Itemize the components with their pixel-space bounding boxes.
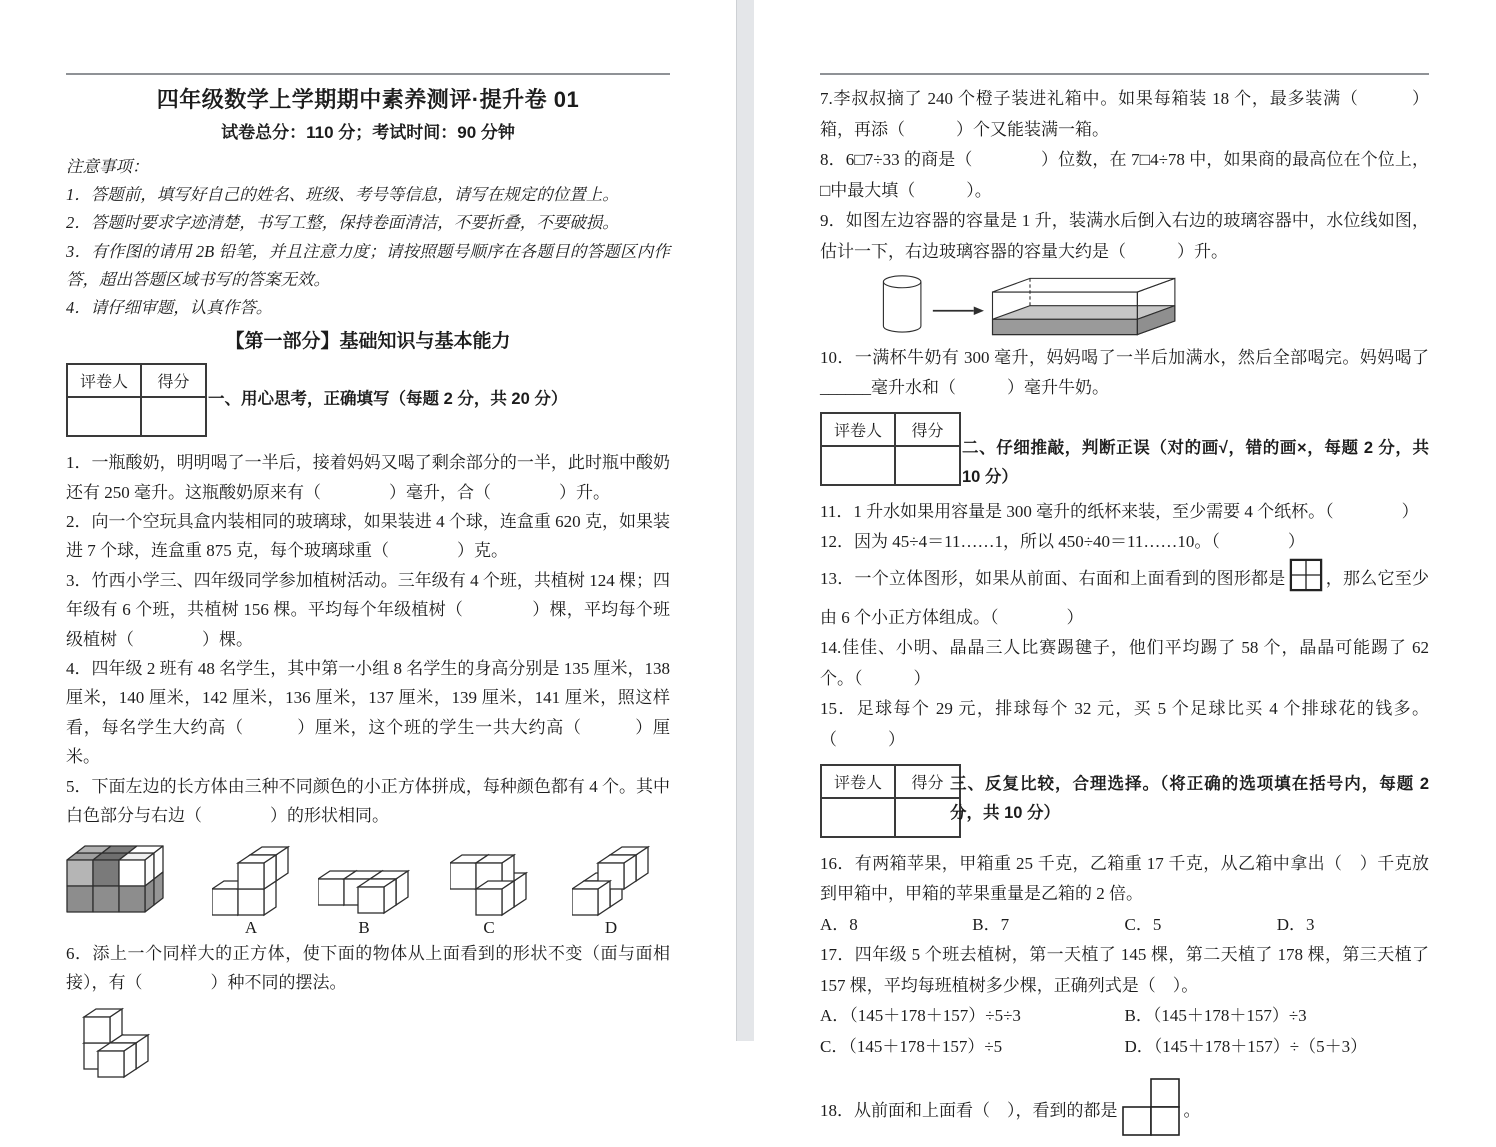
grader-reviewer-header: 评卷人 bbox=[821, 765, 895, 798]
grader-reviewer-cell bbox=[821, 798, 895, 837]
question-12: 12．因为 45÷4＝11……1，所以 450÷40＝11……10。（ ） bbox=[820, 532, 1305, 552]
question5-figure-row bbox=[66, 837, 670, 937]
cubes-a-icon bbox=[212, 845, 290, 917]
question-11: 11．1 升水如果用容量是 300 毫升的纸杯来装，至少需要 4 个纸杯。（ ） bbox=[820, 501, 1419, 521]
question6-figure bbox=[72, 1007, 670, 1083]
grader-reviewer-header: 评卷人 bbox=[67, 364, 141, 397]
grader-table bbox=[66, 363, 207, 437]
option-figure-b bbox=[318, 869, 410, 937]
grid-2x2-figure bbox=[1289, 558, 1323, 603]
question-17: 17．四年级 5 个班去植树，第一天植了 145 棵，第二天植了 178 棵，第三天植了 157 棵，平均每班植树多少棵，正确列式是（ ）。 bbox=[820, 945, 1429, 995]
grader-block-2 bbox=[820, 412, 1429, 488]
grader-reviewer-cell bbox=[821, 446, 895, 485]
section1-title: 一、用心思考，正确填写（每题 2 分，共 20 分） bbox=[208, 390, 568, 409]
question-9: 9．如图左边容器的容量是 1 升，装满水后倒入右边的玻璃容器中，水位线如图，估计一下，右边玻璃容器的容量大约是（ ）升。 bbox=[820, 211, 1429, 261]
option-figure-d bbox=[572, 843, 650, 937]
figure-label-a: A bbox=[244, 917, 258, 937]
section3-title: 三、反复比较，合理选择。（将正确的选项填在括号内，每题 2 分，共 10 分） bbox=[950, 774, 1429, 822]
question-5: 5．下面左边的长方体由三种不同颜色的小正方体拼成，每种颜色都有 4 个。其中白色部分与右边（ ）的形状相同。 bbox=[66, 776, 670, 826]
option-figure-a bbox=[212, 845, 290, 937]
question-15: 15．足球每个 29 元，排球每个 32 元，买 5 个足球比买 4 个排球花的钱多。（ ） bbox=[820, 699, 1429, 749]
grader-score-header: 得分 bbox=[141, 364, 206, 397]
option-c: C．（145＋178＋157）÷5 bbox=[820, 1037, 1003, 1057]
question16-options bbox=[820, 910, 1429, 941]
page-gutter bbox=[736, 0, 756, 1041]
grader-reviewer-cell bbox=[67, 397, 141, 436]
figure-label-b: B bbox=[358, 917, 370, 937]
option-a: A．（145＋178＋157）÷5÷3 bbox=[820, 1006, 1021, 1026]
question-8: 8．6□7÷33 的商是（ ）位数，在 7□4÷78 中，如果商的最高位在个位上，□中最大填（ ）。 bbox=[820, 150, 1429, 200]
question17-options-row2 bbox=[820, 1032, 1429, 1063]
question-10: 10．一满杯牛奶有 300 毫升，妈妈喝了一半后加满水，然后全部喝完。妈妈喝了______毫升水和（ ）毫升牛奶。 bbox=[820, 347, 1429, 398]
grader-block-1 bbox=[66, 363, 670, 439]
grader-score-cell bbox=[141, 397, 206, 436]
notice-item: 3．有作图的请用 2B 铅笔，并且注意力度；请按照题号顺序在各题目的答题区内作答，超出答题区域书写的答案无效。 bbox=[66, 241, 670, 289]
figure-label-c: C bbox=[483, 917, 495, 937]
page-title: 四年级数学上学期期中素养测评·提升卷 01 bbox=[156, 87, 580, 112]
cubes-c-icon bbox=[450, 853, 528, 917]
question-2: 2．向一个空玩具盒内装相同的玻璃球，如果装进 4 个球，连盒重 620 克，如果装进 7 个球，连盒重 875 克，每个玻璃球重（ ）克。 bbox=[66, 512, 670, 561]
prism-figure bbox=[66, 839, 166, 937]
prism-label bbox=[66, 919, 166, 937]
notice-label: 注意事项： bbox=[66, 157, 149, 176]
notice-item: 4．请仔细审题，认真作答。 bbox=[66, 298, 273, 318]
question-18-text: 。 bbox=[1183, 1100, 1201, 1120]
question-13-text: 13．一个立体图形，如果从前面、右面和上面看到的图形都是 bbox=[820, 569, 1286, 589]
question-7: 7.李叔叔摘了 240 个橙子装进礼箱中。如果每箱装 18 个，最多装满（ ）箱，再添（ ）个又能装满一箱。 bbox=[820, 89, 1429, 139]
grid-2x2-icon bbox=[1289, 558, 1323, 592]
notice-item: 2．答题时要求字迹清楚，书写工整，保持卷面清洁，不要折叠，不要破损。 bbox=[66, 213, 619, 233]
page2-header-rule bbox=[820, 73, 1429, 75]
option-figure-c bbox=[450, 853, 528, 937]
figure-label-d: D bbox=[604, 917, 618, 937]
question-13-text: ，那么它至少由 6 个小正方体组成。（ ） bbox=[820, 569, 1430, 627]
option-b: B．7 bbox=[972, 914, 1010, 934]
colored-prism-icon bbox=[66, 839, 166, 917]
grader-table bbox=[820, 412, 961, 486]
page-1 bbox=[0, 0, 737, 1041]
option-a: A．8 bbox=[820, 914, 858, 934]
question-1: 1．一瓶酸奶，明明喝了一半后，接着妈妈又喝了剩余部分的一半，此时瓶中酸奶还有 250 毫升。这瓶酸奶原来有（ ）毫升，合（ ）升。 bbox=[66, 453, 670, 502]
page1-header-rule bbox=[66, 73, 670, 75]
question-6: 6．添上一个同样大的正方体，使下面的物体从上面看到的形状不变（面与面相接），有（ ）种不同的摆法。 bbox=[66, 943, 670, 992]
l-shape-figure bbox=[1121, 1077, 1181, 1147]
cubes-stack-icon bbox=[72, 1007, 152, 1083]
l-shape-icon bbox=[1121, 1077, 1181, 1137]
question-3: 3．竹西小学三、四年级同学参加植树活动。三年级有 4 个班，共植树 124 棵；四年级有 6 个班，共植树 156 棵。平均每个年级植树（ ）棵，平均每个班级植树（ ）棵。 bbox=[66, 570, 670, 649]
notice-block bbox=[66, 153, 670, 322]
cubes-d-icon bbox=[572, 843, 650, 917]
question-16: 16．有两箱苹果，甲箱重 25 千克，乙箱重 17 千克，从乙箱中拿出（ ）千克放到甲箱中，甲箱的苹果重量是乙箱的 2 倍。 bbox=[820, 853, 1429, 904]
question-18 bbox=[820, 1077, 1429, 1147]
option-d: D．3 bbox=[1276, 914, 1315, 934]
grader-table bbox=[820, 764, 961, 838]
question9-figure bbox=[880, 273, 1429, 340]
exam-meta: 试卷总分：110 分；考试时间：90 分钟 bbox=[221, 123, 515, 142]
option-c: C．5 bbox=[1124, 914, 1162, 934]
option-d: D．（145＋178＋157）÷（5＋3） bbox=[1124, 1037, 1368, 1057]
grader-block-3 bbox=[820, 764, 1429, 840]
grader-score-header: 得分 bbox=[895, 765, 960, 798]
pour-water-icon bbox=[880, 273, 1180, 340]
notice-item: 1．答题前，填写好自己的姓名、班级、考号等信息，请写在规定的位置上。 bbox=[66, 185, 619, 205]
page-2 bbox=[754, 0, 1496, 1120]
question-18-text: 18．从前面和上面看（ ），看到的都是 bbox=[820, 1100, 1118, 1120]
grader-score-cell bbox=[895, 446, 960, 485]
question-4: 4．四年级 2 班有 48 名学生，其中第一小组 8 名学生的身高分别是 135 厘米，138 厘米，140 厘米，142 厘米，136 厘米，137 厘米，139 厘米，141 厘米，照这样看，每名学生大约高（ ）厘米，这个班的学生一共大约高（ ）厘米。 bbox=[66, 659, 670, 767]
question-14: 14.佳佳、小明、晶晶三人比赛踢毽子，他们平均踢了 58 个，晶晶可能踢了 62 个。（ ） bbox=[820, 638, 1429, 688]
option-b: B．（145＋178＋157）÷3 bbox=[1124, 1006, 1307, 1026]
grader-score-header: 得分 bbox=[895, 413, 960, 446]
part1-heading: 【第一部分】基础知识与基本能力 bbox=[225, 331, 511, 353]
question-13 bbox=[820, 558, 1429, 633]
question17-options-row1 bbox=[820, 1001, 1429, 1032]
cubes-b-icon bbox=[318, 869, 410, 917]
section2-title: 二、仔细推敲，判断正误（对的画√，错的画×，每题 2 分，共 10 分） bbox=[962, 438, 1429, 486]
grader-reviewer-header: 评卷人 bbox=[821, 413, 895, 446]
